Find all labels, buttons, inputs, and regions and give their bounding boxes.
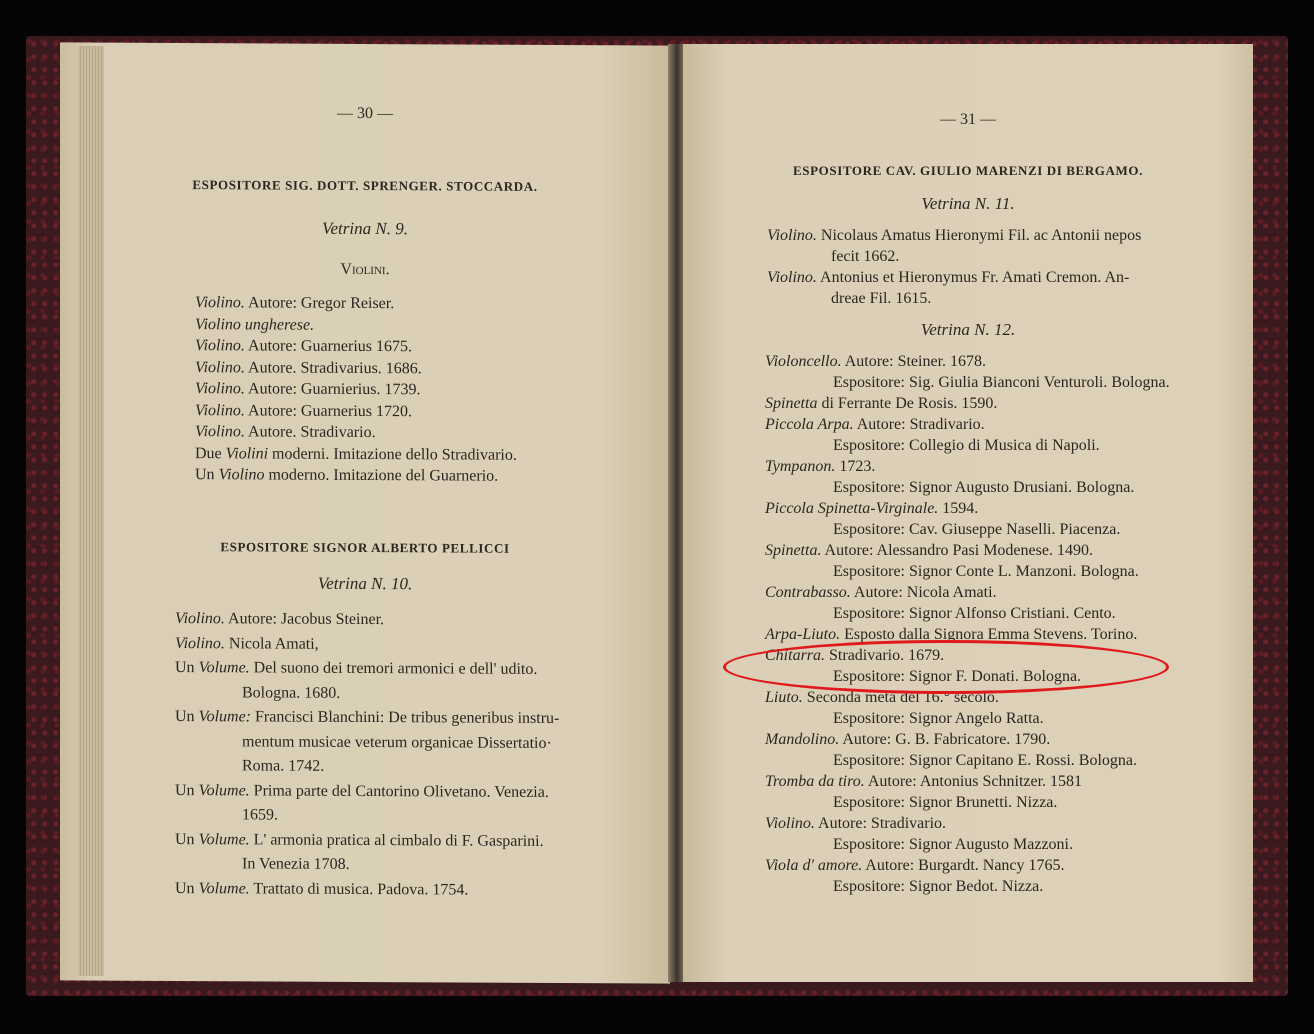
entry-text: Autore: G. B. Fabricatore. 1790. [839, 731, 1051, 748]
entry-term: Violino. [175, 610, 225, 628]
entry-term: Arpa-Liuto. [765, 626, 841, 643]
entry-term: Violino. [767, 227, 817, 244]
list-item [765, 457, 875, 477]
entry-term: Violino. [195, 294, 245, 312]
list-item [175, 781, 549, 803]
entry-text: moderni. Imitazione dello Stradivario. [268, 444, 517, 464]
entry-prefix: Un [175, 708, 199, 726]
section-heading: ESPOSITORE SIG. DOTT. SPRENGER. STOCCARDA. [192, 177, 538, 194]
entry-term: Tromba da tiro. [765, 773, 865, 790]
list-item [195, 293, 394, 314]
list-item [195, 401, 412, 422]
entry-prefix: Un [175, 659, 199, 677]
list-item [833, 877, 1043, 897]
entry-text: Autore: Alessandro Pasi Modenese. 1490. [821, 542, 1093, 559]
entry-term: Volume: [198, 708, 251, 726]
red-ellipse-annotation [723, 640, 1169, 694]
list-item [242, 756, 324, 776]
list-item [195, 379, 420, 400]
list-item [242, 732, 552, 754]
entry-text: Autore: Stradivario. [814, 815, 947, 832]
list-item [175, 609, 384, 630]
entry-text: Espositore: Signor Capitano E. Rossi. Bologna. [833, 752, 1137, 769]
entry-text: Espositore: Collegio di Musica di Napoli. [833, 437, 1100, 454]
entry-text: Espositore: Signor Angelo Ratta. [833, 710, 1044, 727]
list-item [242, 805, 278, 825]
entry-text: Autore: Steiner. 1678. [841, 353, 987, 370]
entry-text: Espositore: Cav. Giuseppe Naselli. Piacenza. [833, 521, 1121, 538]
list-item [765, 541, 1093, 561]
page-number: — 30 — [337, 104, 393, 123]
left-page [60, 42, 670, 983]
list-item [833, 562, 1139, 582]
list-item [767, 226, 1141, 246]
section-heading: ESPOSITORE CAV. GIULIO MARENZI DI BERGAMO. [793, 163, 1143, 178]
list-item [833, 604, 1116, 624]
entry-text: Espositore: Signor Bedot. Nizza. [833, 878, 1044, 895]
subheading: Violini. [340, 260, 390, 279]
list-item [765, 856, 1065, 876]
entry-term: Piccola Spinetta-Virginale. [765, 500, 939, 517]
section-heading: ESPOSITORE SIGNOR ALBERTO PELLICCI [220, 539, 510, 556]
list-item [195, 336, 412, 357]
list-item [765, 730, 1050, 750]
entry-term: Violino. [767, 269, 817, 286]
entry-text: Autore: Gregor Reiser. [244, 294, 395, 313]
list-item [175, 830, 544, 852]
list-item [195, 358, 422, 379]
entry-prefix: Due [195, 444, 226, 462]
entry-text: di Ferrante De Rosis. 1590. [817, 395, 998, 412]
entry-text: 1659. [242, 806, 278, 824]
entry-term: Liuto. [765, 689, 803, 706]
entry-term: Chitarra. [765, 647, 826, 664]
entry-text: Autore: Nicola Amati. [850, 584, 997, 601]
entry-term: Violino. [195, 358, 245, 376]
page-edges [78, 46, 104, 976]
entry-term: Mandolino. [765, 731, 840, 748]
entry-text: Nicola Amati, [224, 634, 319, 653]
list-item [831, 289, 931, 309]
entry-prefix: Un [175, 830, 199, 848]
list-item [833, 751, 1137, 771]
entry-text: Stradivario. 1679. [825, 647, 945, 664]
entry-text: Autore: Jacobus Steiner. [224, 610, 385, 629]
entry-text: Espositore: Signor Brunetti. Nizza. [833, 794, 1058, 811]
entry-term: Violino ungherese. [195, 315, 315, 334]
entry-term: Violoncello. [765, 353, 842, 370]
vetrina-heading: Vetrina N. 10. [317, 573, 413, 594]
entry-text: 1723. [835, 458, 876, 475]
entry-term: Volume. [198, 659, 250, 677]
entry-text: Bologna. 1680. [242, 683, 341, 702]
entry-text: mentum musicae veterum organicae Dissertatio· [242, 732, 552, 752]
list-item [175, 879, 468, 901]
entry-term: Violino. [175, 634, 225, 652]
entry-term: Violino. [195, 423, 245, 441]
list-item [175, 707, 559, 729]
entry-text: Espositore: Signor Alfonso Cristiani. Cento. [833, 605, 1116, 622]
list-item [242, 854, 350, 875]
list-item [765, 772, 1082, 792]
entry-text: Prima parte del Cantorino Olivetano. Venezia. [249, 781, 549, 801]
list-item [833, 478, 1134, 498]
entry-text: Trattato di musica. Padova. 1754. [249, 879, 469, 899]
list-item [195, 465, 498, 487]
vetrina-heading: Vetrina N. 11. [921, 194, 1015, 213]
vetrina-heading: Vetrina N. 9. [322, 218, 408, 239]
entry-text: Autore: Burgardt. Nancy 1765. [862, 857, 1065, 874]
list-item [833, 520, 1120, 540]
list-item [195, 444, 517, 466]
entry-text: Espositore: Signor Augusto Mazzoni. [833, 836, 1073, 853]
list-item [833, 436, 1100, 456]
entry-term: Volume. [198, 830, 250, 848]
list-item [765, 583, 997, 603]
entry-term: Violino. [195, 401, 245, 419]
vetrina-heading: Vetrina N. 12. [920, 320, 1016, 339]
entry-prefix: Un [175, 781, 199, 799]
entry-text: moderno. Imitazione del Guarnerio. [264, 466, 499, 485]
entry-text: Francisci Blanchini: De tribus generibus instru- [251, 708, 560, 728]
entry-text: Roma. 1742. [242, 757, 325, 775]
entry-text: Nicolaus Amatus Hieronymi Fil. ac Antonii nepos [816, 227, 1142, 244]
list-item [831, 247, 899, 267]
entry-prefix: Un [175, 879, 199, 897]
entry-term: Violino. [195, 337, 245, 355]
entry-text: Autore: Antonius Schnitzer. 1581 [864, 773, 1083, 790]
entry-text: Autore: Guarnerius 1675. [244, 337, 412, 356]
list-item [765, 352, 986, 372]
entry-term: Violini [225, 444, 269, 462]
entry-term: Spinetta. [765, 542, 822, 559]
list-item [833, 709, 1044, 729]
entry-text: Espositore: Signor Augusto Drusiani. Bologna. [833, 479, 1135, 496]
list-item [242, 683, 340, 704]
entry-term: Violino. [765, 815, 815, 832]
entry-text: Autore: Guarnierius. 1739. [244, 380, 421, 399]
list-item [765, 814, 946, 834]
list-item [833, 373, 1170, 393]
list-item [767, 268, 1129, 288]
entry-term: Violino [218, 466, 265, 484]
entry-text: fecit 1662. [831, 248, 900, 265]
list-item [765, 394, 997, 414]
entry-text: Esposto dalla Signora Emma Stevens. Torino. [840, 626, 1138, 643]
entry-text: Seconda metà del 16.° secolo. [802, 689, 999, 706]
entry-prefix: Un [195, 466, 219, 484]
entry-text: Del suono dei tremori armonici e dell' udito. [249, 659, 538, 678]
entry-term: Violino. [195, 380, 245, 398]
entry-text: Espositore: Sig. Giulia Bianconi Venturoli. Bologna. [833, 374, 1170, 391]
list-item [195, 422, 376, 443]
entry-term: Piccola Arpa. [765, 416, 854, 433]
entry-term: Volume. [198, 781, 250, 799]
entry-text: Espositore: Signor F. Donati. Bologna. [833, 668, 1082, 685]
entry-text: Autore. Stradivarius. 1686. [244, 358, 422, 377]
list-item [175, 658, 537, 680]
entry-text: Autore: Guarnerius 1720. [244, 401, 412, 420]
entry-term: Volume. [198, 879, 250, 897]
entry-term: Spinetta [765, 395, 818, 412]
entry-text: 1594. [938, 500, 979, 517]
list-item [833, 835, 1073, 855]
entry-text: Espositore: Signor Conte L. Manzoni. Bologna. [833, 563, 1139, 580]
entry-text: L' armonia pratica al cimbalo di F. Gasparini. [249, 830, 544, 850]
entry-text: Autore. Stradivario. [244, 423, 376, 442]
list-item [195, 315, 314, 336]
right-page [683, 44, 1253, 982]
entry-text: Autore: Stradivario. [853, 416, 985, 433]
entry-term: Contrabasso. [765, 584, 851, 601]
entry-text: dreae Fil. 1615. [831, 290, 932, 307]
page-number: — 31 — [940, 111, 996, 128]
entry-term: Tympanon. [765, 458, 836, 475]
entry-term: Viola d' amore. [765, 857, 863, 874]
list-item [833, 793, 1057, 813]
entry-text: In Venezia 1708. [242, 855, 350, 873]
entry-text: Antonius et Hieronymus Fr. Amati Cremon. An- [816, 269, 1130, 286]
list-item [765, 499, 978, 519]
list-item [175, 634, 319, 655]
list-item [765, 415, 985, 435]
